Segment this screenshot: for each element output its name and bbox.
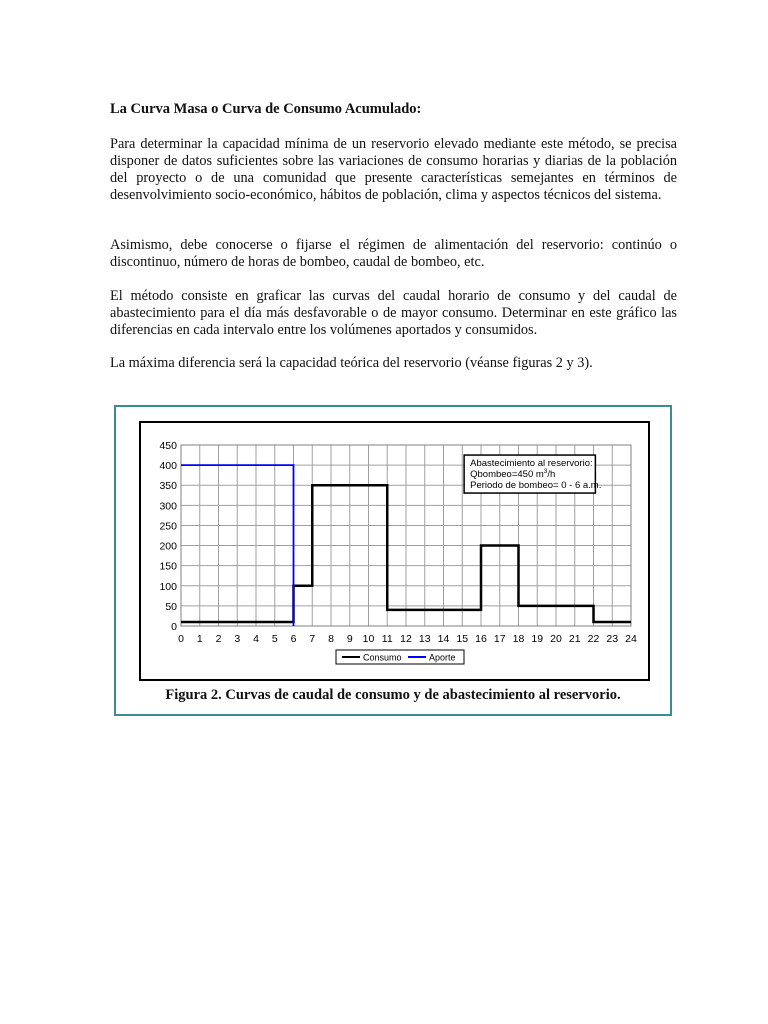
y-tick-label: 50 [165,600,177,613]
section-heading: La Curva Masa o Curva de Consumo Acumulado: [110,101,422,117]
legend-label-aporte: Aporte [429,652,456,663]
annotation-title: Abastecimiento al reservorio: [470,458,593,470]
x-tick-label: 12 [400,633,412,645]
y-tick-label: 200 [159,540,177,553]
x-tick-label: 24 [625,633,637,645]
x-tick-label: 21 [568,633,581,645]
x-tick-label: 15 [456,633,469,645]
paragraph-3: El método consiste en graficar las curvas del caudal horario de consumo y del caudal de abastecimiento para el día más desfavorable o de mayor consumo. Determinar en este gráfico las diferencias en cada intervalo entre los volúmenes aportados y consumidos. [110,288,677,338]
annotation-period: Periodo de bombeo= 0 - 6 a.m. [470,480,602,492]
y-tick-label: 400 [159,460,177,473]
y-tick-label: 150 [159,560,177,573]
x-tick-label: 23 [606,633,619,645]
paragraph-2: Asimismo, debe conocerse o fijarse el régimen de alimentación del reservorio: continúo o discontinuo, número de horas de bombeo, caudal de bombeo, etc. [110,237,677,270]
x-tick-label: 0 [178,633,184,645]
x-tick-label: 5 [271,633,278,645]
paragraph-4: La máxima diferencia será la capacidad teórica del reservorio (véanse figuras 2 y 3). [110,355,593,371]
figure-frame [114,405,672,716]
y-tick-label: 300 [159,500,177,513]
y-tick-label: 450 [159,440,177,452]
y-tick-label: 0 [171,621,177,633]
figure-caption: Figura 2. Curvas de caudal de consumo y de abastecimiento al reservorio. [165,687,621,703]
x-tick-label: 4 [253,633,259,645]
x-tick-label: 11 [381,633,393,645]
x-tick-label: 3 [234,633,241,645]
y-tick-label: 250 [159,520,177,533]
y-tick-label: 350 [159,480,177,493]
flow-chart [141,423,648,679]
x-tick-label: 9 [346,633,353,645]
x-tick-label: 6 [290,633,297,645]
x-tick-label: 20 [550,633,562,645]
x-tick-label: 22 [587,633,600,645]
x-tick-label: 17 [493,633,506,645]
x-tick-label: 2 [215,633,222,645]
x-tick-label: 16 [475,633,487,645]
y-tick-label: 100 [159,580,177,593]
x-tick-label: 14 [437,633,450,645]
x-tick-label: 8 [328,633,334,645]
x-tick-label: 18 [512,633,525,645]
x-tick-label: 10 [362,633,375,645]
legend-label-consumo: Consumo [363,652,402,663]
annotation-flow: Qbombeo=450 $m^3/h$ [470,468,556,481]
x-tick-label: 1 [196,633,203,645]
x-tick-label: 19 [531,633,544,645]
x-tick-label: 7 [309,633,316,645]
paragraph-1: Para determinar la capacidad mínima de un reservorio elevado mediante este método, se precisa disponer de datos suficientes sobre las variaciones de consumo horarias y diarias de la población del proyecto o de una comunidad que presente características semejantes en términos de desenvolvimiento socio-económico, hábitos de población, clima y aspectos técnicos del sistema. [110,136,677,203]
chart-area [139,421,650,681]
x-tick-label: 13 [418,633,431,645]
